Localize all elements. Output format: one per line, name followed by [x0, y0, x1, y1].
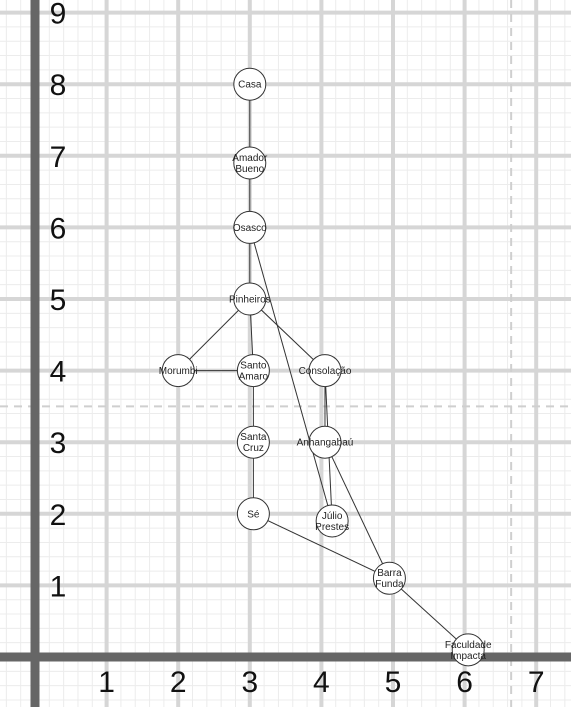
node-label: Impacta: [450, 650, 486, 662]
node-julio-prestes[interactable]: [315, 505, 349, 537]
x-axis-tick-label: 7: [527, 666, 545, 699]
y-axis-tick-label: 7: [49, 140, 67, 174]
y-axis-tick-label: 8: [49, 69, 67, 103]
node-label: Amador: [232, 152, 268, 164]
node-label: Casa: [238, 79, 262, 91]
y-axis-tick-label: 2: [49, 498, 67, 532]
y-axis-tick-label: 6: [49, 212, 67, 246]
node-label: Cruz: [242, 443, 264, 455]
x-axis-tick-label: 6: [456, 666, 473, 699]
node-santa-cruz[interactable]: [237, 426, 269, 458]
node-label: Pinheiros: [228, 294, 271, 306]
y-axis-labels: [50, 0, 67, 603]
y-axis-tick-label: 9: [49, 0, 67, 31]
node-label: Bueno: [235, 163, 265, 175]
x-axis-tick-label: 3: [241, 666, 259, 699]
x-axis-tick-label: 5: [384, 666, 402, 699]
node-santo-amaro[interactable]: [237, 355, 269, 387]
x-axis-tick-label: 4: [313, 666, 330, 699]
graph-nodes: [159, 68, 492, 666]
x-axis-tick-label: 1: [98, 666, 115, 699]
node-casa[interactable]: [234, 68, 266, 100]
y-axis-tick-label: 4: [49, 355, 67, 389]
node-label: Faculdade: [444, 639, 492, 651]
y-axis-tick-label: 3: [49, 427, 67, 461]
node-label: Prestes: [315, 521, 350, 533]
node-anhangabau[interactable]: [297, 426, 354, 458]
x-axis-tick-label: 2: [169, 666, 187, 699]
node-label: Santa: [240, 432, 267, 444]
node-label: Barra: [377, 568, 402, 580]
node-label: Amaro: [238, 371, 269, 383]
node-se[interactable]: [237, 498, 269, 530]
node-label: Morumbi: [158, 366, 198, 378]
node-label: Osasco: [232, 222, 267, 234]
node-morumbi[interactable]: [159, 355, 198, 387]
node-label: Santo: [240, 360, 267, 372]
node-barra-funda[interactable]: [373, 562, 405, 594]
node-consolacao[interactable]: [299, 355, 352, 387]
y-axis-tick-label: 5: [49, 284, 67, 317]
node-label: Júlio: [321, 510, 343, 522]
node-amador-bueno[interactable]: [232, 147, 268, 179]
y-axis-tick-label: 1: [49, 570, 67, 604]
node-osasco[interactable]: [233, 211, 267, 243]
node-label: Consolação: [298, 366, 352, 378]
node-label: Anhangabaú: [296, 437, 354, 449]
node-faculdade-impacta[interactable]: [445, 634, 492, 666]
node-label: Funda: [375, 579, 404, 591]
node-label: Sé: [247, 509, 260, 521]
